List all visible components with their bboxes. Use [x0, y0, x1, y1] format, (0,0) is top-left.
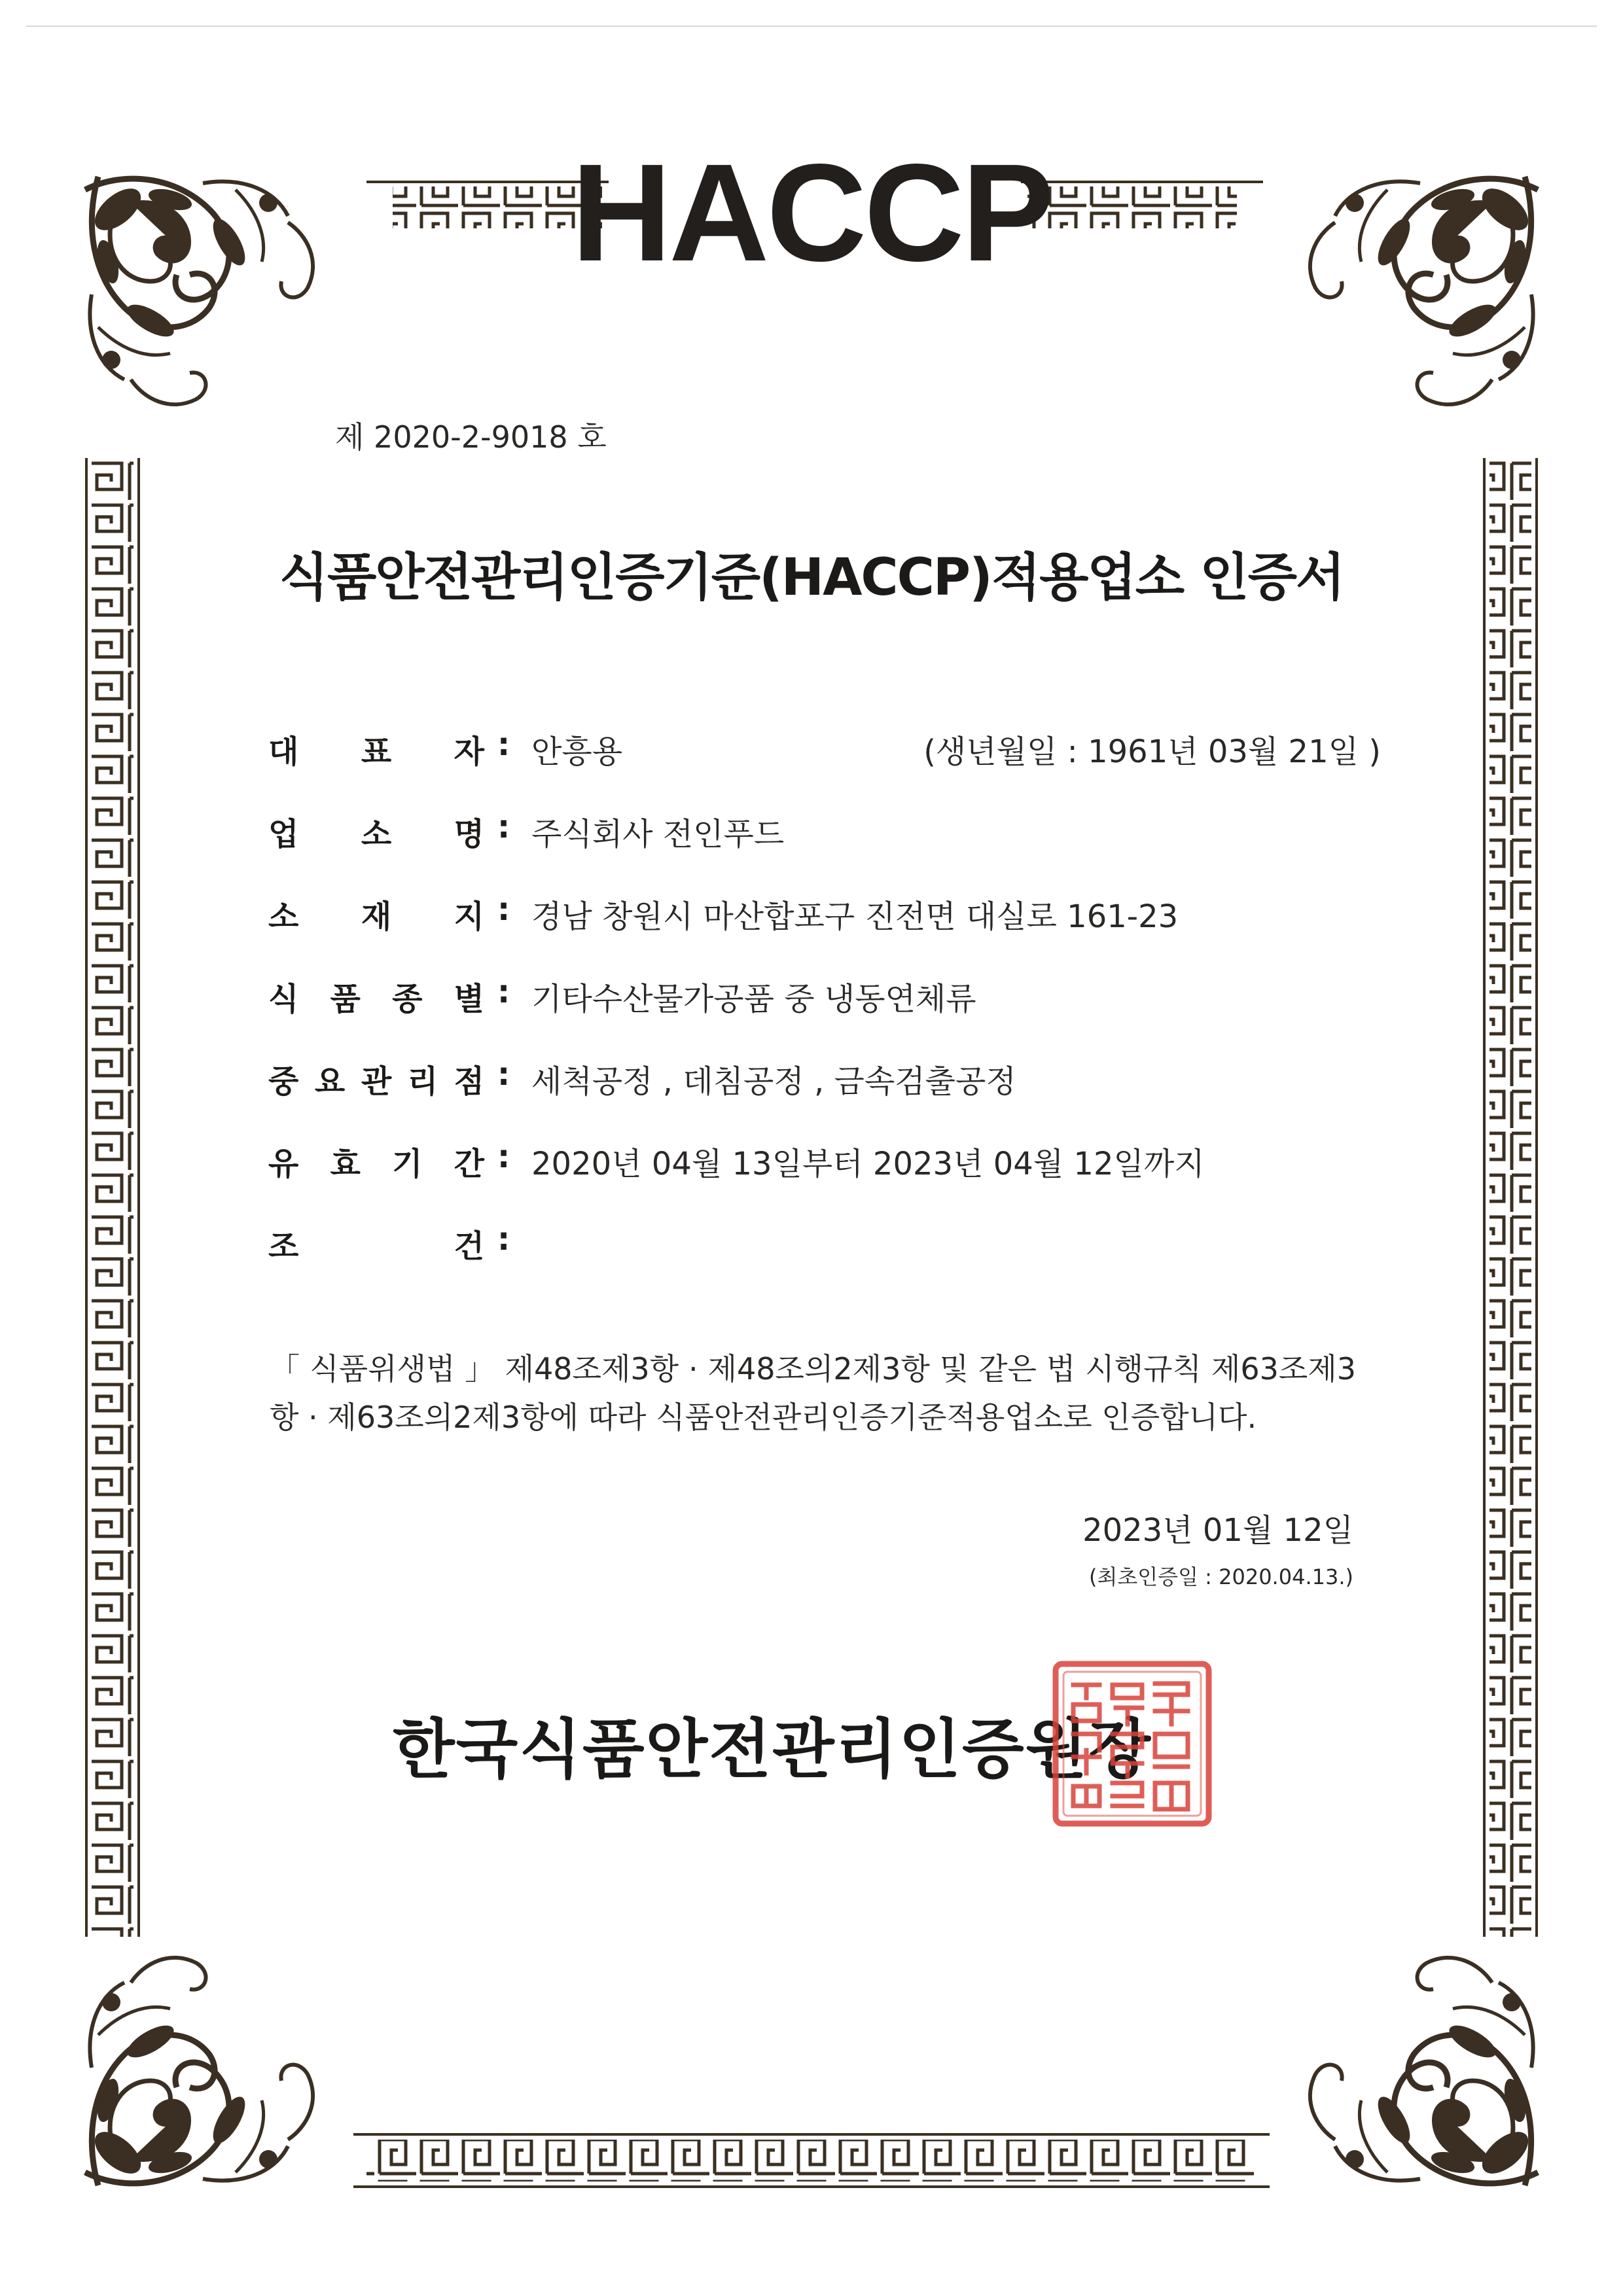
field-row-conditions — [268, 1221, 1381, 1267]
field-colon: : — [497, 726, 510, 763]
field-value: 주식회사 전인푸드 — [531, 816, 785, 853]
header-title: HACCP — [571, 135, 1052, 290]
field-label: 소 재 지 — [268, 898, 484, 935]
field-label: 업 소 명 — [268, 816, 484, 853]
field-row-business-name — [268, 809, 1381, 855]
certificate-number: 제 2020-2-9018 호 — [335, 419, 607, 455]
issuer-name: 한국식품안전관리인증원장 — [393, 1712, 1152, 1787]
field-value: 안흥용 — [531, 733, 623, 770]
field-row-food-type — [268, 974, 1381, 1019]
birth-date: (생년월일 : 1961년 03월 21일 ) — [923, 733, 1381, 770]
field-label: 유 효 기 간 — [268, 1146, 484, 1182]
field-row-validity-period — [268, 1139, 1381, 1184]
field-label: 중 요 관 리 점 — [268, 1063, 484, 1100]
field-colon: : — [497, 1056, 510, 1093]
field-value: 기타수산물가공품 중 냉동연체류 — [531, 981, 976, 1017]
document-title: 식품안전관리인증기준(HACCP)적용업소 인증서 — [279, 548, 1344, 607]
first-certification-date: (최초인증일 : 2020.04.13.) — [1088, 1564, 1353, 1589]
field-colon: : — [497, 809, 510, 845]
field-row-critical-control-point — [268, 1056, 1381, 1102]
field-colon: : — [497, 974, 510, 1010]
field-colon: : — [497, 1221, 510, 1258]
field-row-address — [268, 891, 1381, 937]
field-label: 식 품 종 별 — [268, 981, 484, 1017]
field-label: 대 표 자 — [268, 733, 484, 770]
official-seal-icon — [1050, 1659, 1214, 1829]
field-value: 경남 창원시 마산합포구 진전면 대실로 161-23 — [531, 898, 1179, 935]
certification-statement: 「 식품위생법 」 제48조제3항 · 제48조의2제3항 및 같은 법 시행규칙 제63조제3항 · 제63조의2제3항에 따라 식품안전관리인증기준적용업소로 인증합니다. — [270, 1351, 1356, 1435]
field-colon: : — [497, 1139, 510, 1175]
issue-date: 2023년 01월 12일 — [1082, 1512, 1353, 1549]
field-colon: : — [497, 891, 510, 928]
field-row-representative — [268, 726, 1381, 772]
field-value: 세척공정 , 데침공정 , 금속검출공정 — [531, 1063, 1016, 1100]
field-label: 조 건 — [268, 1228, 484, 1265]
field-value: 2020년 04월 13일부터 2023년 04월 12일까지 — [531, 1146, 1205, 1182]
